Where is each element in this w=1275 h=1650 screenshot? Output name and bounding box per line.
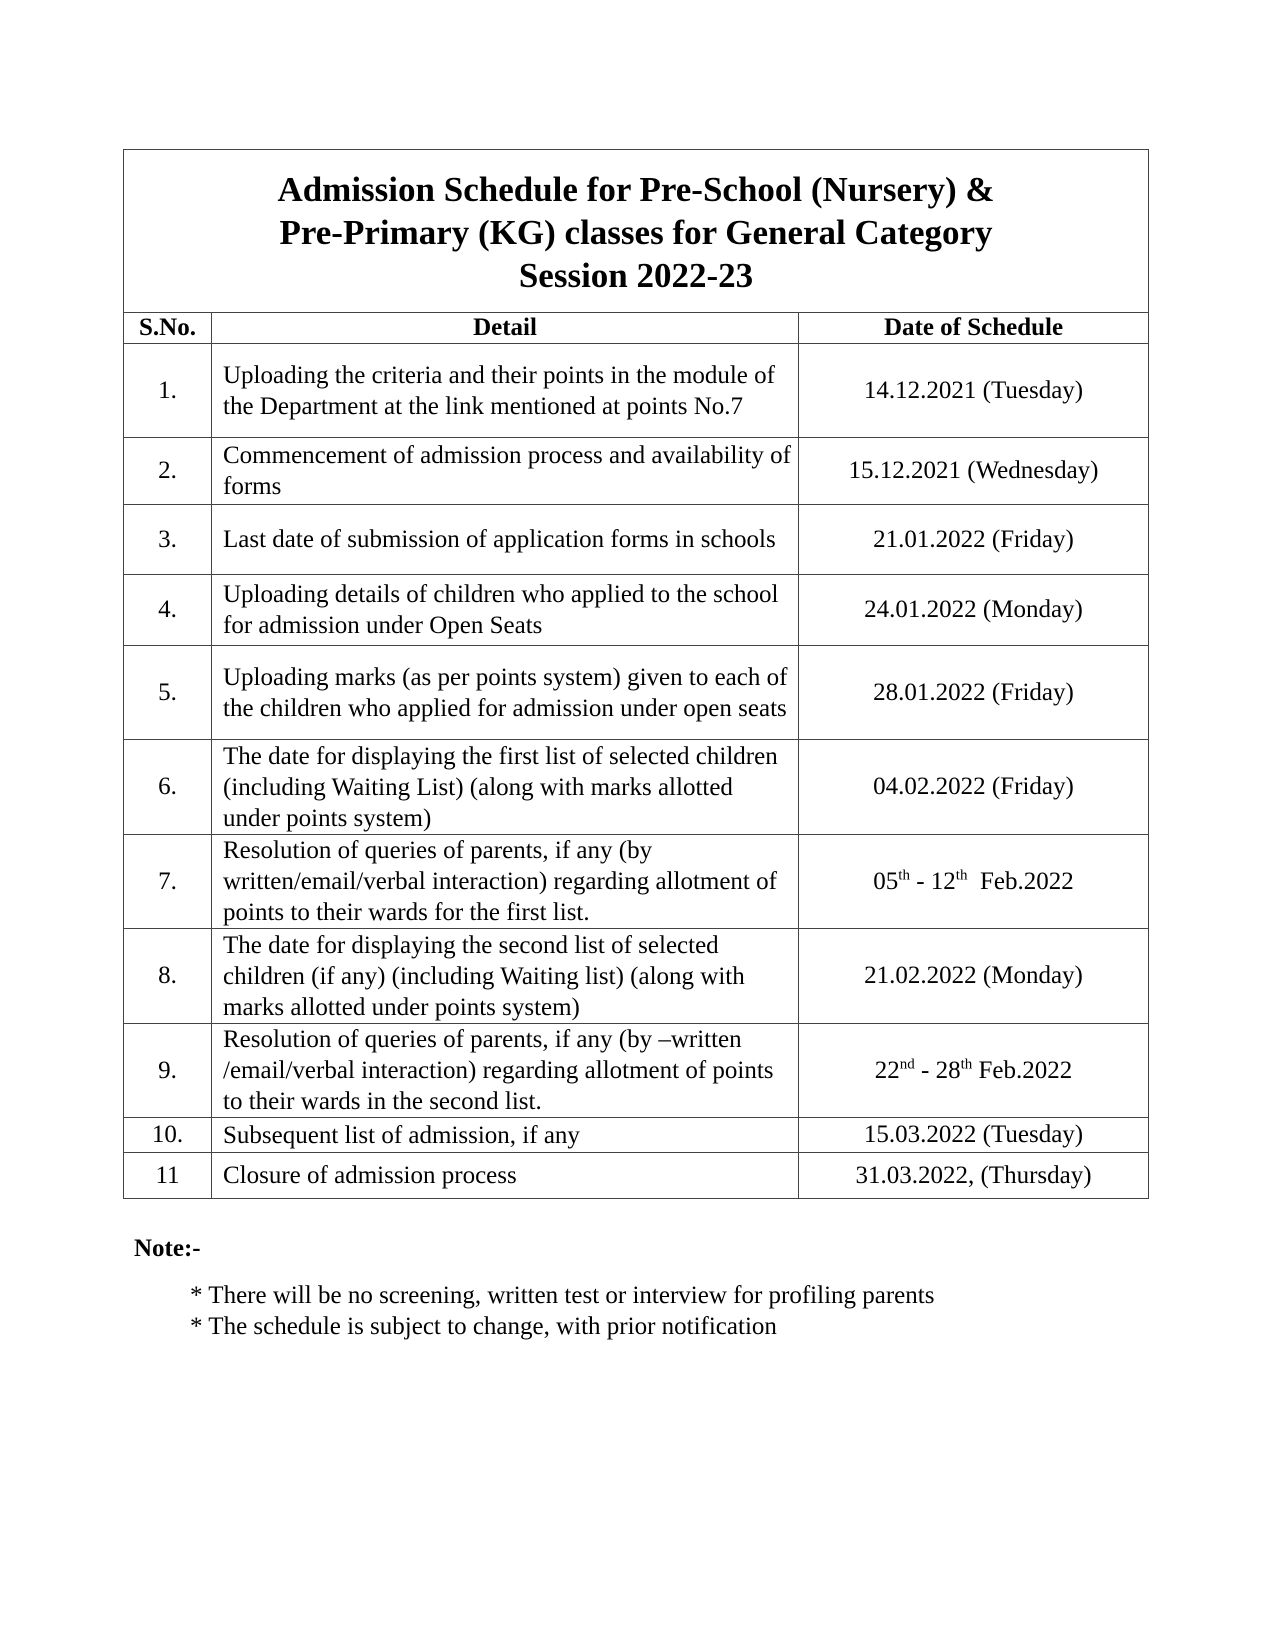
row-detail: Subsequent list of admission, if any	[212, 1118, 799, 1153]
date-month-year: Feb.2022	[967, 867, 1074, 895]
table-row	[124, 929, 1149, 1024]
table-row	[124, 575, 1149, 646]
title-line-2: Pre-Primary (KG) classes for General Category	[279, 212, 993, 252]
notes-heading: Note:-	[134, 1235, 201, 1262]
table-row	[124, 1153, 1149, 1199]
table-row	[124, 740, 1149, 835]
header-date: Date of Schedule	[799, 313, 1149, 344]
row-sno: 2.	[124, 438, 212, 505]
row-detail: Resolution of queries of parents, if any (by written/email/verbal interaction) regarding allotment of points to their wards for the first list.	[212, 835, 799, 929]
row-sno: 4.	[124, 575, 212, 646]
row-detail: Uploading the criteria and their points in the module of the Department at the link mentioned at points No.7	[212, 344, 799, 438]
row-detail: Commencement of admission process and availability of forms	[212, 438, 799, 505]
date-day-start: 05	[873, 867, 899, 895]
table-header-row	[124, 313, 1149, 344]
row-detail: Uploading marks (as per points system) given to each of the children who applied for admission under open seats	[212, 646, 799, 740]
note-item: * There will be no screening, written test or interview for profiling parents	[190, 1282, 935, 1309]
row-date: 15.03.2022 (Tuesday)	[799, 1118, 1149, 1153]
table-row	[124, 835, 1149, 929]
row-detail: Closure of admission process	[212, 1153, 799, 1199]
row-date: 15.12.2021 (Wednesday)	[799, 438, 1149, 505]
ordinal-suffix: th	[898, 867, 910, 884]
table-row	[124, 646, 1149, 740]
row-detail: Uploading details of children who applied to the school for admission under Open Seats	[212, 575, 799, 646]
title-line-1: Admission Schedule for Pre-School (Nursery) &	[277, 169, 995, 209]
table-row	[124, 1024, 1149, 1118]
document-title	[124, 150, 1149, 313]
table-row	[124, 505, 1149, 575]
date-month-year: Feb.2022	[972, 1056, 1073, 1084]
ordinal-suffix: th	[960, 1056, 973, 1073]
date-day-start: 22	[874, 1056, 900, 1084]
row-date: 24.01.2022 (Monday)	[799, 575, 1149, 646]
admission-schedule-table	[123, 149, 1149, 1199]
notes-section	[134, 1234, 1134, 1342]
header-detail: Detail	[212, 313, 799, 344]
row-sno: 10.	[124, 1118, 212, 1153]
row-date: 21.02.2022 (Monday)	[799, 929, 1149, 1024]
table-row	[124, 1118, 1149, 1153]
row-date: 21.01.2022 (Friday)	[799, 505, 1149, 575]
row-detail: The date for displaying the first list of selected children (including Waiting List) (along with marks allotted under points system)	[212, 740, 799, 835]
row-sno: 6.	[124, 740, 212, 835]
row-sno: 8.	[124, 929, 212, 1024]
table-row	[124, 438, 1149, 505]
row-sno: 7.	[124, 835, 212, 929]
ordinal-suffix: nd	[899, 1056, 915, 1073]
date-day-end: - 12	[909, 867, 956, 895]
row-detail: Last date of submission of application forms in schools	[212, 505, 799, 575]
row-sno: 9.	[124, 1024, 212, 1118]
row-sno: 5.	[124, 646, 212, 740]
row-date: 14.12.2021 (Tuesday)	[799, 344, 1149, 438]
row-date	[799, 1024, 1149, 1118]
row-sno: 1.	[124, 344, 212, 438]
ordinal-suffix: th	[955, 867, 968, 884]
header-sno: S.No.	[124, 313, 212, 344]
title-line-3: Session 2022-23	[518, 255, 754, 295]
row-detail: Resolution of queries of parents, if any (by –written /email/verbal interaction) regarding allotment of points to their wards in the second list.	[212, 1024, 799, 1118]
row-sno: 3.	[124, 505, 212, 575]
row-sno: 11	[124, 1153, 212, 1199]
row-date: 31.03.2022, (Thursday)	[799, 1153, 1149, 1199]
row-date: 28.01.2022 (Friday)	[799, 646, 1149, 740]
date-day-end: - 28	[914, 1056, 961, 1084]
note-item: * The schedule is subject to change, with prior notification	[190, 1313, 777, 1340]
table-row	[124, 344, 1149, 438]
row-date	[799, 835, 1149, 929]
row-detail: The date for displaying the second list of selected children (if any) (including Waiting list) (along with marks allotted under points system)	[212, 929, 799, 1024]
row-date: 04.02.2022 (Friday)	[799, 740, 1149, 835]
